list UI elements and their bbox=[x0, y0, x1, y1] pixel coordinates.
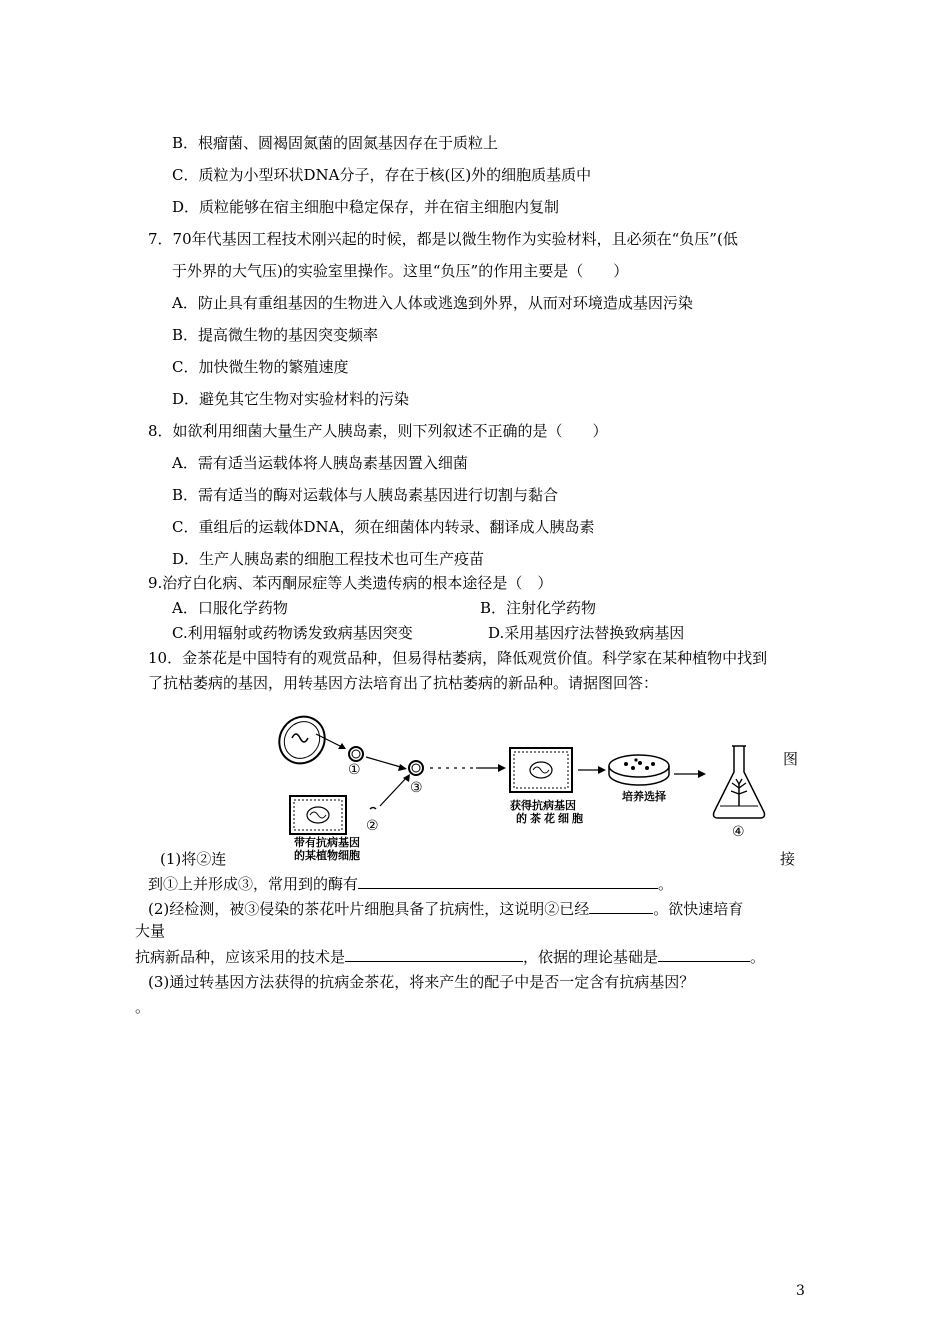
sub-q2-text: (2)经检测，被③侵染的茶花叶片细胞具备了抗病性，这说明②已经 bbox=[148, 900, 590, 918]
q6-option-d: D．质粒能够在宿主细胞中稳定保存，并在宿主细胞内复制 bbox=[172, 198, 560, 216]
q10-figure-char: 图 bbox=[783, 750, 799, 768]
sub-q2-end: 。 bbox=[750, 948, 766, 966]
sub-q1-line2 bbox=[148, 874, 673, 894]
flask-plantlet-icon bbox=[714, 746, 765, 818]
sub-q2-text4: ，依据的理论基础是 bbox=[523, 948, 659, 966]
answer-blank-enzymes[interactable] bbox=[358, 874, 658, 889]
q9-option-c: C.利用辐射或药物诱发致病基因突变 bbox=[172, 624, 413, 642]
q8-option-a: A．需有适当运载体将人胰岛素基因置入细菌 bbox=[172, 454, 468, 472]
donor-cell-label-line1: 带有抗病基因 bbox=[294, 836, 360, 849]
sub-q1-wrap: 接 bbox=[780, 850, 796, 868]
donor-cell-label-line2: 的某植物细胞 bbox=[294, 849, 360, 862]
label-2: ② bbox=[366, 818, 379, 834]
sub-q2-line1 bbox=[148, 899, 743, 919]
q7-stem-line2: 于外界的大气压)的实验室里操作。这里“负压”的作用主要是（ ） bbox=[172, 262, 629, 280]
sub-q1-start: (1)将②连 bbox=[160, 850, 227, 868]
q7-option-b: B．提高微生物的基因突变频率 bbox=[172, 326, 379, 344]
q8-option-c: C．重组后的运载体DNA，须在细菌体内转录、翻译成人胰岛素 bbox=[172, 518, 595, 536]
donor-plant-cell-icon bbox=[290, 796, 346, 834]
answer-blank-theory[interactable] bbox=[658, 947, 750, 962]
q9-option-b: B．注射化学药物 bbox=[480, 599, 597, 617]
q8-option-d: D．生产人胰岛素的细胞工程技术也可生产疫苗 bbox=[172, 550, 485, 568]
answer-blank-technique[interactable] bbox=[345, 947, 523, 962]
q9-stem: 9.治疗白化病、苯丙酮尿症等人类遗传病的根本途径是（ ） bbox=[148, 574, 553, 592]
label-1: ① bbox=[348, 762, 361, 778]
camellia-cell-label-line1: 获得抗病基因 bbox=[510, 799, 576, 812]
sub-q2-line3 bbox=[135, 947, 765, 967]
sub-q3-end: 。 bbox=[135, 998, 151, 1016]
bacterium-icon bbox=[270, 708, 334, 772]
sub-q2-text3: 抗病新品种，应该采用的技术是 bbox=[135, 948, 346, 966]
sub-q3-line1: (3)通过转基因方法获得的抗病金茶花，将来产生的配子中是否一定含有抗病基因？ bbox=[148, 973, 695, 991]
gene-fragment-icon bbox=[370, 808, 376, 810]
q10-stem-line1: 10．金茶花是中国特有的观赏品种，但易得枯萎病，降低观赏价值。科学家在某种植物中找到 bbox=[148, 649, 768, 667]
answer-blank-gene-status[interactable] bbox=[589, 899, 653, 914]
arrow-bacterium-to-plasmid bbox=[316, 734, 344, 748]
label-3: ③ bbox=[410, 780, 423, 796]
culture-dish-icon bbox=[609, 755, 669, 785]
sub-q1-text: 到①上并形成③，常用到的酶有 bbox=[148, 875, 359, 893]
transformed-camellia-cell-icon bbox=[510, 748, 572, 792]
arrow-plasmid-to-recombinant bbox=[366, 757, 404, 768]
dish-label: 培养选择 bbox=[622, 790, 666, 803]
q7-option-c: C．加快微生物的繁殖速度 bbox=[172, 358, 349, 376]
q7-stem-line1: 7．70年代基因工程技术刚兴起的时候，都是以微生物作为实验材料，且必须在“负压”(低 bbox=[148, 230, 738, 248]
q8-option-b: B．需有适当的酶对运载体与人胰岛素基因进行切割与黏合 bbox=[172, 486, 559, 504]
arrow-gene-to-recombinant bbox=[380, 776, 408, 806]
q7-option-a: A．防止具有重组基因的生物进入人体或逃逸到外界，从而对环境造成基因污染 bbox=[172, 294, 693, 312]
sub-q2-text2: 。欲快速培育 bbox=[653, 900, 744, 918]
q6-option-c: C．质粒为小型环状DNA分子，存在于核(区)外的细胞质基质中 bbox=[172, 166, 592, 184]
recombinant-plasmid-icon bbox=[409, 761, 423, 775]
q7-option-d: D．避免其它生物对实验材料的污染 bbox=[172, 390, 410, 408]
q9-option-a: A．口服化学药物 bbox=[172, 599, 288, 617]
q9-option-d: D.采用基因疗法替换致病基因 bbox=[488, 624, 685, 642]
q6-option-b: B．根瘤菌、圆褐固氮菌的固氮基因存在于质粒上 bbox=[172, 134, 499, 152]
camellia-cell-label-line2: 的茶花细胞 bbox=[516, 812, 586, 825]
gene-transfer-diagram bbox=[270, 708, 770, 868]
sub-q2-line2: 大量 bbox=[135, 922, 166, 940]
plasmid-icon bbox=[349, 747, 363, 761]
page-number: 3 bbox=[796, 1283, 805, 1299]
label-4: ④ bbox=[732, 824, 745, 840]
sub-q1-end: 。 bbox=[658, 875, 674, 893]
q8-stem: 8．如欲利用细菌大量生产人胰岛素，则下列叙述不正确的是（ ） bbox=[148, 422, 608, 440]
q10-stem-line2: 了抗枯萎病的基因，用转基因方法培育出了抗枯萎病的新品种。请据图回答： bbox=[148, 674, 659, 692]
